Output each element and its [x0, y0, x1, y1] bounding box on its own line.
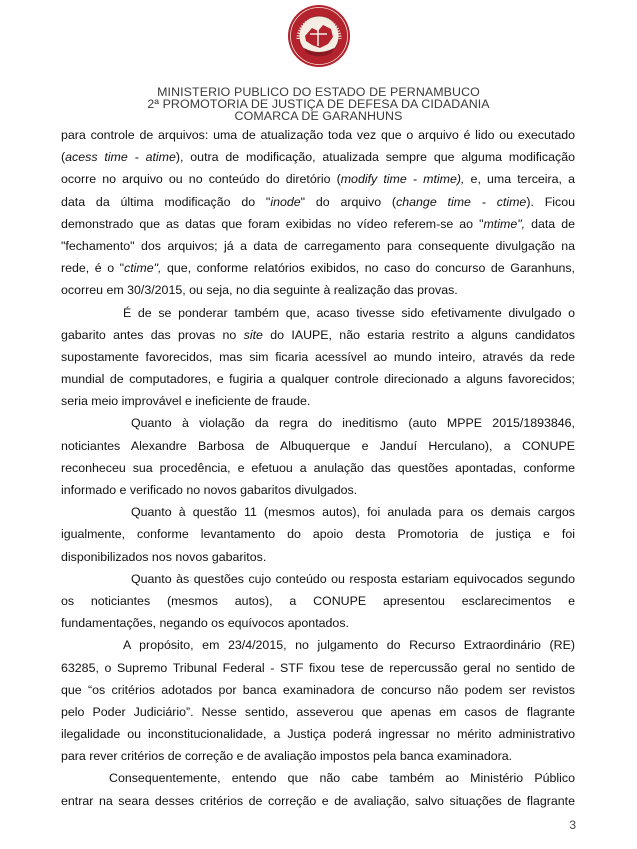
text-line	[61, 124, 575, 146]
text-line	[61, 235, 575, 257]
text-line	[61, 745, 575, 767]
text-segment: modify time - mtime),	[340, 172, 465, 187]
text-segment: para controle de arquivos: uma de atualização toda vez que o arquivo é lido ou executado	[61, 128, 575, 142]
text-segment: ctime",	[124, 261, 162, 276]
document-body	[61, 124, 575, 812]
text-line	[61, 501, 575, 523]
text-line	[61, 679, 575, 701]
text-segment: e, uma terceira, a	[464, 172, 576, 187]
text-segment: para rever critérios de correção e de avaliação impostos pela banca examinadora.	[61, 749, 513, 764]
text-segment: A propósito, em 23/4/2015, no julgamento do Recurso Extraordinário (RE)	[123, 638, 575, 653]
text-segment: Consequentemente, entendo que não cabe também ao Ministério Público	[109, 771, 575, 786]
text-segment: site	[243, 327, 263, 342]
text-line	[61, 279, 575, 301]
text-segment: disponibilizados nos novos gabaritos.	[61, 549, 267, 564]
text-segment: mtime",	[483, 216, 526, 231]
text-line	[61, 479, 575, 501]
text-line	[61, 412, 575, 434]
text-segment: Quanto à questão 11 (mesmos autos), foi anulada para os demais cargos	[131, 505, 575, 520]
text-segment: seria meio improvável e ineficiente de fraude.	[61, 394, 311, 409]
text-line	[61, 435, 575, 457]
text-line	[61, 346, 575, 368]
text-line	[61, 457, 575, 479]
mppe-seal-logo	[287, 4, 351, 68]
text-line	[61, 368, 575, 390]
text-line	[61, 257, 575, 279]
text-line	[61, 590, 575, 612]
text-line	[61, 790, 575, 812]
text-segment: noticiantes Alexandre Barbosa de Albuquerque e Janduí Herculano), a CONUPE	[61, 438, 575, 453]
text-segment: mundial de computadores, e fugiria a qualquer controle direcionado a alguns favorecidos;	[61, 372, 575, 387]
text-segment: supostamente favorecidos, mas sim ficaria acessível ao mundo inteiro, através da rede	[61, 349, 575, 364]
text-segment: entrar na seara desses critérios de correção e de avaliação, salvo situações de flagrante	[61, 793, 575, 808]
text-segment: inode	[270, 194, 301, 209]
text-line	[61, 612, 575, 634]
text-line	[61, 701, 575, 723]
page-number: 3	[569, 818, 576, 832]
text-segment: rede, é o "	[61, 261, 125, 276]
text-segment: os noticiantes (mesmos autos), a CONUPE apresentou esclarecimentos e	[61, 593, 575, 608]
text-line	[61, 767, 575, 789]
text-segment: data de	[525, 216, 575, 231]
text-line	[61, 657, 575, 679]
text-segment: ocorreu em 30/3/2015, ou seja, no dia seguinte à realização das provas.	[61, 283, 458, 298]
text-segment: ocorre no arquivo ou no conteúdo do diretório (	[61, 172, 341, 187]
text-segment: Quanto às questões cujo conteúdo ou resposta estariam equivocados segundo	[131, 571, 575, 586]
text-segment: data da última modificação do "	[61, 194, 271, 209]
text-segment: que, conforme relatórios exibidos, no caso do concurso de Garanhuns,	[161, 261, 575, 276]
text-line	[61, 390, 575, 412]
text-segment: que “os critérios adotados por banca examinadora de concurso não podem ser revistos	[61, 682, 575, 697]
text-segment: informado e verificado no novos gabaritos divulgados.	[61, 483, 358, 497]
text-line	[61, 213, 575, 235]
header-promotoria: 2ª PROMOTORIA DE JUSTIÇA DE DEFESA DA CIDADANIA	[147, 97, 490, 111]
text-segment: fundamentações, negando os equívocos apontados.	[61, 616, 349, 631]
text-segment: demonstrado que as datas que foram exibidas no vídeo referem-se ao "	[61, 216, 484, 231]
text-segment: É de se ponderar também que, acaso tivesse sido efetivamente divulgado o	[123, 305, 575, 320]
text-segment: reconheceu sua procedência, e efetuou a anulação das questões apontadas, conforme	[61, 460, 575, 475]
text-line	[61, 523, 575, 545]
text-line	[61, 146, 575, 168]
text-segment: ). Ficou	[526, 194, 575, 209]
text-segment: ilegalidade ou inconstitucionalidade, a Justiça poderá ingressar no mérito administrativo	[61, 727, 575, 742]
text-segment: 63285, o Supremo Tribunal Federal - STF fixou tese de repercussão geral no sentido de	[61, 660, 575, 675]
text-line	[61, 568, 575, 590]
text-segment: do IAUPE, não estaria restrito a alguns candidatos	[262, 327, 575, 342]
text-segment: Quanto à violação da regra do ineditismo (auto MPPE 2015/1893846,	[131, 416, 575, 431]
header-institution: MINISTERIO PUBLICO DO ESTADO DE PERNAMBUCO	[157, 85, 480, 99]
text-segment: "fechamento" dos arquivos; já a data de carregamento para consequente divulgação na	[61, 238, 575, 253]
text-segment: " do arquivo (	[300, 194, 397, 209]
text-segment: (	[61, 150, 66, 165]
text-segment: igualmente, conforme levantamento do apoio desta Promotoria de justiça e foi	[61, 527, 575, 542]
text-segment: pelo Poder Judiciário”. Nesse sentido, asseverou que apenas em casos de flagrante	[61, 704, 575, 719]
text-segment: acess time - atime	[65, 150, 176, 165]
text-line	[61, 634, 575, 656]
text-segment: gabarito antes das provas no	[61, 327, 244, 342]
text-line	[61, 546, 575, 568]
header-comarca: COMARCA DE GARANHUNS	[234, 109, 403, 123]
text-line	[61, 324, 575, 346]
text-line	[61, 168, 575, 190]
text-line	[61, 302, 575, 324]
text-segment: ), outra de modificação, atualizada sempre que alguma modificação	[175, 150, 575, 165]
text-segment: change time - ctime	[396, 194, 527, 209]
text-line	[61, 191, 575, 213]
text-line	[61, 723, 575, 745]
